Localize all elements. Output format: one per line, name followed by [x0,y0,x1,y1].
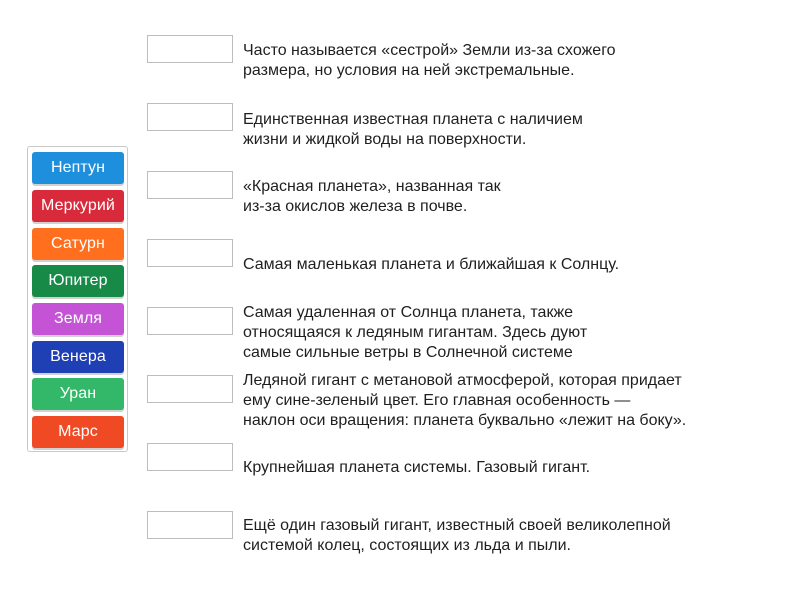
description-1: Часто называется «сестрой» Земли из-за схожего размера, но условия на ней экстремальные. [243,42,616,79]
description-5: Самая удаленная от Солнца планета, также относящаяся к ледяным гигантам. Здесь дуют самые сильные ветры в Солнечной системе [243,304,588,361]
drop-box-2[interactable] [147,103,233,131]
drop-box-1[interactable] [147,35,233,63]
description-7: Крупнейшая планета системы. Газовый гигант. [243,459,591,476]
description-6: Ледяной гигант с метановой атмосферой, которая придает ему сине-зеленый цвет. Его главная особенность — наклон оси вращения: планета буквально «лежит на боку». [243,372,687,429]
description-2: Единственная известная планета с наличием жизни и жидкой воды на поверхности. [243,111,583,148]
tile-jupiter[interactable]: Юпитер [32,265,124,297]
drop-box-6[interactable] [147,375,233,403]
tile-saturn[interactable]: Сатурн [32,228,124,260]
tile-earth[interactable]: Земля [32,303,124,335]
tile-panel [27,146,128,452]
drop-box-4[interactable] [147,239,233,267]
drop-box-3[interactable] [147,171,233,199]
description-8: Ещё один газовый гигант, известный своей великолепной системой колец, состоящих из льда и пыли. [243,517,671,554]
description-3: «Красная планета», названная так из-за окислов железа в почве. [243,178,501,215]
description-4: Самая маленькая планета и ближайшая к Солнцу. [243,256,620,273]
drop-box-7[interactable] [147,443,233,471]
tile-neptune[interactable]: Нептун [32,152,124,184]
tile-mars[interactable]: Марс [32,416,124,448]
tile-uranus[interactable]: Уран [32,378,124,410]
tile-venus[interactable]: Венера [32,341,124,373]
drop-box-5[interactable] [147,307,233,335]
drop-box-8[interactable] [147,511,233,539]
tile-mercury[interactable]: Меркурий [32,190,124,222]
